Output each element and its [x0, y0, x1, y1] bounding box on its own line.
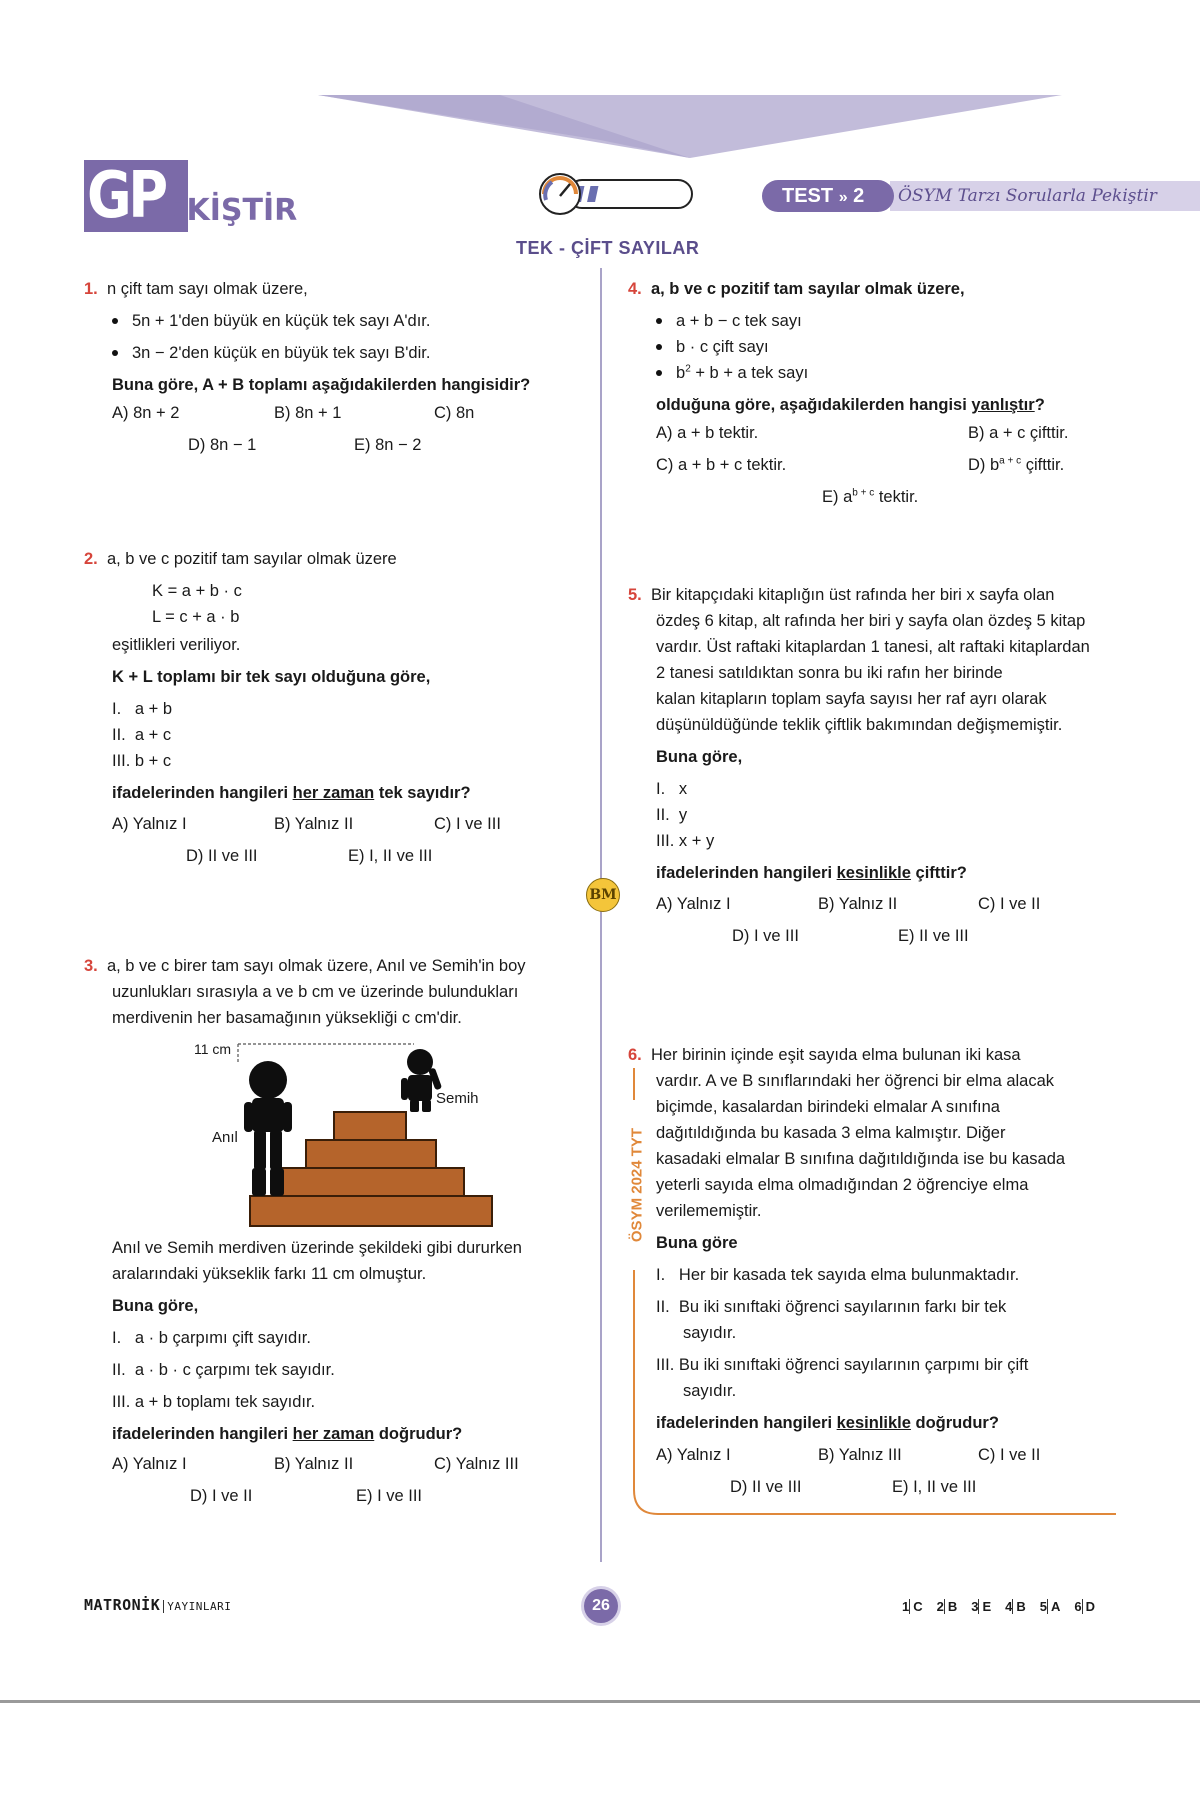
q1-stem: n çift tam sayı olmak üzere,	[106, 280, 308, 298]
q2-option-b[interactable]: B) Yalnız II	[274, 815, 354, 833]
q4-ask-pre: olduğuna göre, aşağıdakilerden hangisi	[656, 396, 972, 414]
q3-line-4: Anıl ve Semih merdiven üzerinde şekildeki gibi dururken	[112, 1239, 522, 1257]
q3-ask-pre: ifadelerinden hangileri	[112, 1425, 293, 1443]
question-4	[628, 276, 1045, 418]
q3-option-c[interactable]: C) Yalnız III	[434, 1455, 519, 1473]
q6-item-1: I. Her bir kasada tek sayıda elma bulunmaktadır.	[656, 1266, 1020, 1284]
q4-option-c[interactable]: C) a + b + c tektir.	[656, 456, 787, 474]
answer-key-number: 6	[1074, 1599, 1082, 1614]
q2-number: 2.	[84, 550, 98, 568]
column-divider	[600, 268, 602, 1562]
q5-item-1: I. x	[656, 780, 688, 798]
q5-buna-gore: Buna göre,	[656, 748, 743, 766]
q4-bullet-2: b · c çift sayı	[676, 338, 769, 356]
q4-bullet-3-base: b	[676, 364, 686, 382]
q2-option-d[interactable]: D) II ve III	[186, 847, 258, 865]
q2-ask-post: tek sayıdır?	[374, 784, 471, 802]
q6-option-c[interactable]: C) I ve II	[978, 1446, 1041, 1464]
q4-stem: a, b ve c pozitif tam sayılar olmak üzere,	[650, 280, 965, 298]
q4-number: 4.	[628, 280, 642, 298]
q5-line-3: vardır. Üst raftaki kitaplardan 1 tanesi, alt raftaki kitaplardan	[656, 638, 1090, 656]
question-5	[628, 582, 1090, 886]
q6-item-2: II. Bu iki sınıftaki öğrenci sayılarının farkı bir tek	[656, 1298, 1007, 1316]
q6-ask-post: doğrudur?	[910, 1414, 999, 1432]
q6-item-2-cont: sayıdır.	[683, 1324, 737, 1342]
topic-title: TEK - ÇİFT SAYILAR	[516, 238, 700, 258]
q1-ask: Buna göre, A + B toplamı aşağıdakilerden hangisidir?	[112, 376, 531, 394]
q5-ask-pre: ifadelerinden hangileri	[656, 864, 837, 882]
q2-eq-1: K = a + b · c	[152, 582, 242, 600]
q6-item-3: III. Bu iki sınıftaki öğrenci sayılarının çarpımı bir çift	[656, 1356, 1029, 1374]
q3-option-d[interactable]: D) I ve II	[190, 1487, 253, 1505]
q4-option-a[interactable]: A) a + b tektir.	[656, 424, 759, 442]
q2-item-2: II. a + c	[112, 726, 172, 744]
q6-line-7: verilememiştir.	[656, 1202, 762, 1220]
q5-line-1: Bir kitapçıdaki kitaplığın üst rafında her biri x sayfa olan	[650, 586, 1055, 604]
q6-item-3-cont: sayıdır.	[683, 1382, 737, 1400]
q6-line-4: dağıtıldığında bu kasada 3 elma kalmıştır. Diğer	[656, 1124, 1006, 1142]
logo-letters: GP	[87, 159, 165, 233]
q6-ask-emph: kesinlikle	[836, 1414, 911, 1432]
q5-option-a[interactable]: A) Yalnız I	[656, 895, 731, 913]
q2-eq-2: L = c + a · b	[152, 608, 240, 626]
q6-option-b[interactable]: B) Yalnız III	[818, 1446, 902, 1464]
q3-buna-gore: Buna göre,	[112, 1297, 199, 1315]
q5-option-c[interactable]: C) I ve II	[978, 895, 1041, 913]
q3-ask-post: doğrudur?	[374, 1425, 463, 1443]
q3-item-3: III. a + b toplamı tek sayıdır.	[112, 1393, 316, 1411]
progress-capsule-icon	[540, 174, 692, 214]
answer-key-letter: B	[1012, 1599, 1025, 1614]
q5-line-4: 2 tanesi satıldıktan sonra bu iki rafın her birinde	[656, 664, 1003, 682]
q3-figure-anil-label: Anıl	[212, 1129, 238, 1146]
test-subtitle: ÖSYM Tarzı Sorularla Pekiştir	[898, 186, 1157, 206]
q6-buna-gore: Buna göre	[656, 1234, 738, 1252]
question-3-cont	[112, 1235, 522, 1447]
q3-line-3: merdivenin her basamağının yüksekliği c cm'dir.	[112, 1009, 462, 1027]
q1-option-c[interactable]: C) 8n	[434, 404, 475, 422]
q3-line-5: aralarındaki yükseklik farkı 11 cm olmuştur.	[112, 1265, 427, 1283]
q2-item-1: I. a + b	[112, 700, 173, 718]
q5-option-b[interactable]: B) Yalnız II	[818, 895, 898, 913]
q2-option-a[interactable]: A) Yalnız I	[112, 815, 187, 833]
q5-ask-emph: kesinlikle	[836, 864, 911, 882]
q2-option-e[interactable]: E) I, II ve III	[348, 847, 433, 865]
page-number: 26	[584, 1589, 618, 1623]
q1-option-d[interactable]: D) 8n − 1	[188, 436, 257, 454]
test-label: TEST	[782, 185, 834, 207]
q4-option-d[interactable]: D) $b^{a + c}$ çifttir.	[968, 455, 1065, 474]
q1-option-b[interactable]: B) 8n + 1	[274, 404, 342, 422]
q3-option-e[interactable]: E) I ve III	[356, 1487, 423, 1505]
q2-item-3: III. b + c	[112, 752, 172, 770]
q6-option-a[interactable]: A) Yalnız I	[656, 1446, 731, 1464]
q1-number: 1.	[84, 280, 98, 298]
q6-line-2: vardır. A ve B sınıflarındaki her öğrenci bir elma alacak	[656, 1072, 1055, 1090]
publisher-logo	[84, 1596, 231, 1614]
page-bottom-edge	[0, 1700, 1200, 1703]
answer-key-number: 1	[902, 1599, 910, 1614]
q6-line-5: kasadaki elmalar B sınıfına dağıtıldığında ise bu kasada	[656, 1150, 1066, 1168]
answer-key-letter: E	[978, 1599, 991, 1614]
answer-key-number: 5	[1039, 1599, 1048, 1614]
q6-line-3: biçimde, kasalardan birindeki elmalar A sınıfına	[656, 1098, 1000, 1116]
test-number: 2	[853, 185, 865, 207]
question-3	[84, 953, 526, 1031]
q4-ask-emph: yanlıştır	[971, 396, 1035, 414]
q5-item-3: III. x + y	[656, 832, 715, 850]
question-2	[84, 546, 471, 806]
q5-option-e[interactable]: E) II ve III	[898, 927, 969, 945]
answer-key	[902, 1598, 1109, 1616]
q4-bullet-1: a + b − c tek sayı	[676, 312, 802, 330]
q4-ask-post: ?	[1034, 396, 1045, 414]
publisher-sub: YAYINLARI	[163, 1600, 231, 1613]
q3-item-1: I. a · b çarpımı çift sayıdır.	[112, 1329, 311, 1347]
test-sep: »	[838, 189, 848, 206]
q1-option-a[interactable]: A) 8n + 2	[112, 404, 180, 422]
q4-bullet-3-sup: 2	[685, 363, 691, 375]
q4-option-b[interactable]: B) a + c çifttir.	[968, 424, 1069, 442]
q6-line-6: yeterli sayıda elma olmadığından 2 öğrenciye elma	[656, 1176, 1029, 1194]
question-6	[628, 1042, 1065, 1436]
q6-line-1: Her birinin içinde eşit sayıda elma bulunan iki kasa	[650, 1046, 1021, 1064]
q2-given: eşitlikleri veriliyor.	[112, 636, 241, 654]
q5-ask-post: çifttir?	[910, 864, 967, 882]
q3-line-1: a, b ve c birer tam sayı olmak üzere, Anıl ve Semih'in boy	[106, 957, 526, 975]
answer-key-number: 4	[1005, 1599, 1013, 1614]
q5-item-2: II. y	[656, 806, 688, 824]
q3-figure-height-label: 11 cm	[194, 1041, 232, 1057]
q2-ask-pre: ifadelerinden hangileri	[112, 784, 293, 802]
q2-condition: K + L toplamı bir tek sayı olduğuna göre,	[112, 668, 431, 686]
answer-key-letter: D	[1082, 1599, 1095, 1614]
q3-figure-semih-label: Semih	[436, 1090, 479, 1107]
q6-ask-pre: ifadelerinden hangileri	[656, 1414, 837, 1432]
publisher-name: MATRONİK	[84, 1596, 161, 1614]
answer-key-letter: B	[944, 1599, 957, 1614]
q3-ask-emph: her zaman	[292, 1425, 375, 1443]
q6-option-d[interactable]: D) II ve III	[730, 1478, 802, 1496]
q5-line-2: özdeş 6 kitap, alt rafında her biri y sayfa olan özdeş 5 kitap	[656, 612, 1086, 630]
q3-option-b[interactable]: B) Yalnız II	[274, 1455, 354, 1473]
q1-bullet-1: 5n + 1'den büyük en küçük tek sayı A'dır.	[132, 312, 431, 330]
q6-number: 6.	[628, 1046, 642, 1064]
q1-option-e[interactable]: E) 8n − 2	[354, 436, 422, 454]
q2-stem: a, b ve c pozitif tam sayılar olmak üzere	[106, 550, 397, 568]
answer-key-letter: C	[909, 1599, 922, 1614]
q3-number: 3.	[84, 957, 98, 975]
q5-number: 5.	[628, 586, 642, 604]
q1-bullet-2: 3n − 2'den küçük en büyük tek sayı B'dir.	[132, 344, 431, 362]
q5-line-5: kalan kitapların toplam sayfa sayısı her raf ayrı olarak	[656, 690, 1047, 708]
q5-option-d[interactable]: D) I ve III	[732, 927, 799, 945]
center-logo: BM	[586, 878, 620, 912]
q4-option-e[interactable]: E) $a^{b + c}$ tektir.	[822, 487, 919, 506]
q3-item-2: II. a · b · c çarpımı tek sayıdır.	[112, 1361, 335, 1379]
answer-key-letter: A	[1047, 1599, 1060, 1614]
answer-key-number: 3	[971, 1599, 979, 1614]
q3-line-2: uzunlukları sırasıyla a ve b cm ve üzerinde bulundukları	[112, 983, 519, 1001]
q2-option-c[interactable]: C) I ve III	[434, 815, 501, 833]
q6-side-label: ÖSYM 2024 TYT	[628, 1127, 646, 1243]
q4-bullet-3-rest: + b + a tek sayı	[690, 364, 809, 382]
test-badge-text	[782, 183, 864, 211]
q2-ask-emph: her zaman	[292, 784, 375, 802]
answer-key-number: 2	[936, 1599, 944, 1614]
q6-option-e[interactable]: E) I, II ve III	[892, 1478, 977, 1496]
q3-option-a[interactable]: A) Yalnız I	[112, 1455, 187, 1473]
q5-line-6: düşünüldüğünde teklik çiftlik bakımından değişmemiştir.	[656, 716, 1063, 734]
question-1	[84, 276, 530, 398]
logo-word: EKİŞTİR	[166, 193, 298, 228]
